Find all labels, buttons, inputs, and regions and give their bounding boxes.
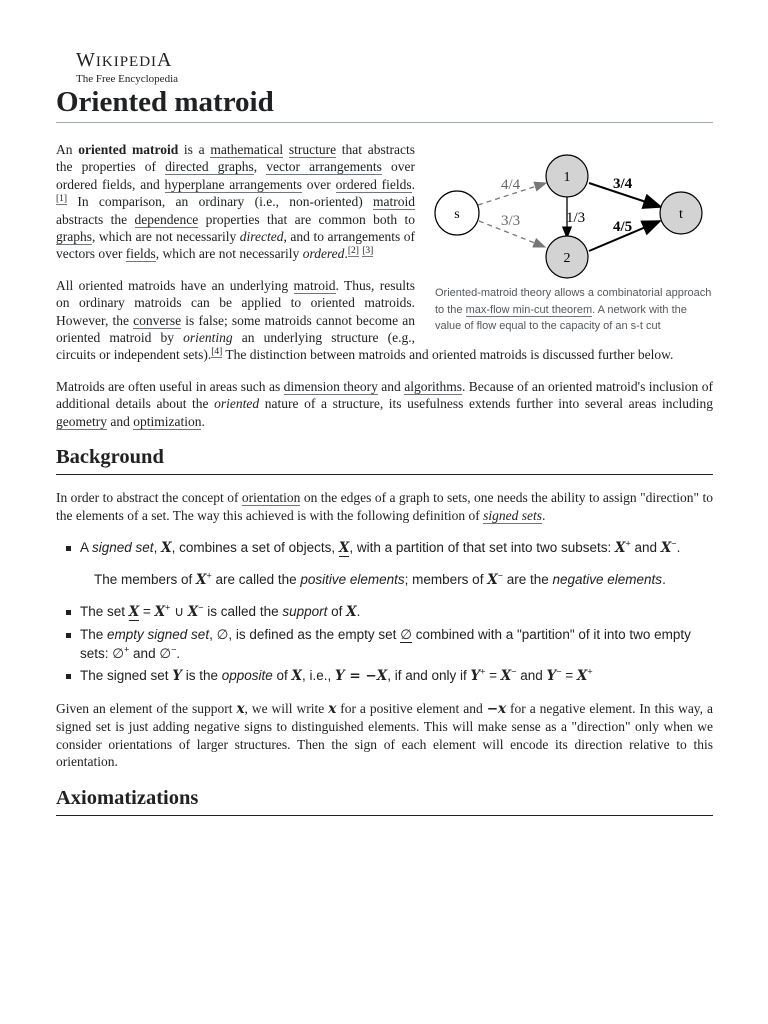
figure-caption: Oriented-matroid theory allows a combinatorial approach to the max-flow min-cut theorem. A network with the value of flow equal to the capacity of an s-t cut bbox=[435, 287, 712, 332]
edge-label-s-1: 4/4 bbox=[501, 177, 521, 193]
flow-network-diagram bbox=[433, 141, 713, 281]
ref-1[interactable]: [1] bbox=[56, 193, 68, 204]
paragraph-underlying: All oriented matroids have an underlying matroid. Thus, results on ordinary matroids can be applied to oriented matroids. However, the converse is false; some matroids cannot become an oriented matroid by orienting an underlying structure (e.g., circuits or independent sets).[4] The distinction between matroids and oriented matroids is discussed further below. bbox=[56, 277, 674, 363]
link-optimization[interactable]: optimization bbox=[133, 413, 202, 429]
heading-background: Background bbox=[56, 444, 713, 475]
ref-4[interactable]: [4] bbox=[211, 346, 223, 357]
link-vector-arrangements[interactable]: vector arrangements bbox=[266, 159, 382, 175]
paragraph-intro: An oriented matroid is a mathematical structure that abstracts the properties of directed graphs, vector arrangements over ordered fields, and hyperplane arrangements over ordered fields.[1] In comparison, an ordinary (i.e., non-oriented) matroid abstracts the dependence properties that are common both to graphs, which are not necessarily directed, and to arrangements of vectors over fields, which are not necessarily ordered.[2] [3] bbox=[56, 142, 416, 262]
link-mathematical[interactable]: mathematical bbox=[210, 142, 284, 157]
edge-label-2-t: 4/5 bbox=[613, 219, 633, 235]
logo-wordmark: WIKIPEDIA bbox=[76, 49, 173, 71]
link-directed-graphs[interactable]: directed graphs bbox=[165, 159, 254, 175]
ref-3[interactable]: [3] bbox=[362, 245, 374, 256]
article-body bbox=[56, 141, 713, 830]
link-dimension-theory[interactable]: dimension theory bbox=[283, 378, 378, 394]
link-matroid[interactable]: matroid bbox=[373, 194, 415, 210]
page-title: Oriented matroid bbox=[56, 84, 713, 123]
indented-definition: The members of X+ are called the positive elements; members of X− are the negative elements. bbox=[94, 570, 666, 588]
link-converse[interactable]: converse bbox=[133, 312, 182, 328]
list-item: The signed set Y is the opposite of X, i.e., Y = −X, if and only if Y+ = X− and Y− = X+ bbox=[80, 666, 713, 686]
logo-tagline: The Free Encyclopedia bbox=[76, 73, 179, 85]
figure-flow-network bbox=[433, 141, 713, 335]
list-item: The set X = X+ ∪ X− is called the support of X. bbox=[80, 602, 713, 622]
heading-axiomatizations: Axiomatizations bbox=[56, 785, 713, 816]
wikipedia-logo[interactable] bbox=[76, 50, 276, 86]
link-algorithms[interactable]: algorithms bbox=[404, 378, 462, 394]
paragraph-usefulness: Matroids are often useful in areas such as dimension theory and algorithms. Because of an oriented matroid's inclusion of additional details about the oriented nature of a structure, its usefulness extends further into several areas including geometry and optimization. bbox=[56, 378, 714, 429]
ref-2[interactable]: [2] bbox=[347, 245, 359, 256]
link-dependence[interactable]: dependence bbox=[134, 211, 199, 227]
node-label-1: 1 bbox=[563, 170, 571, 185]
definition-list bbox=[56, 538, 713, 686]
node-label-s: s bbox=[454, 207, 460, 222]
node-label-2: 2 bbox=[563, 251, 571, 266]
link-structure[interactable]: structure bbox=[288, 142, 337, 157]
edge-label-1-t: 3/4 bbox=[613, 176, 633, 192]
link-graphs[interactable]: graphs bbox=[56, 229, 92, 245]
link-orientation[interactable]: orientation bbox=[241, 490, 301, 506]
link-hyperplane-arrangements[interactable]: hyperplane arrangements bbox=[164, 176, 302, 192]
link-ordered-fields[interactable]: ordered fields bbox=[335, 176, 412, 192]
list-item: The empty signed set, ∅, is defined as the empty set ∅ combined with a "partition" of it into two empty sets: ∅+ and ∅−. bbox=[80, 625, 713, 663]
node-label-t: t bbox=[679, 207, 683, 222]
list-item: A signed set, X, combines a set of objects, X, with a partition of that set into two subsets: X+ and X−. The members of X+ are called the positive elements; members of X− are the negative elements. bbox=[80, 538, 713, 590]
link-max-flow-min-cut[interactable]: max-flow min-cut theorem bbox=[465, 303, 593, 316]
link-signed-sets[interactable]: signed sets bbox=[483, 507, 543, 523]
link-geometry[interactable]: geometry bbox=[56, 413, 107, 429]
edge-label-s-2: 3/3 bbox=[501, 213, 521, 229]
link-matroid-2[interactable]: matroid bbox=[293, 277, 336, 293]
paragraph-support-elements: Given an element of the support x, we will write x for a positive element and −x for a negative element. In this way, a signed set is just adding negative signs to distinguished elements. This will make sense as a "direction" only when we consider orientations of larger structures. Then the sign of each element will encode its direction relative to this orientation. bbox=[56, 700, 714, 770]
edge-label-1-2: 1/3 bbox=[566, 210, 586, 226]
paragraph-signed-sets: In order to abstract the concept of orientation on the edges of a graph to sets, one needs the ability to assign "direction" to the elements of a set. The way this achieved is with the following definition of signed sets. bbox=[56, 490, 713, 523]
link-fields[interactable]: fields bbox=[125, 246, 156, 262]
